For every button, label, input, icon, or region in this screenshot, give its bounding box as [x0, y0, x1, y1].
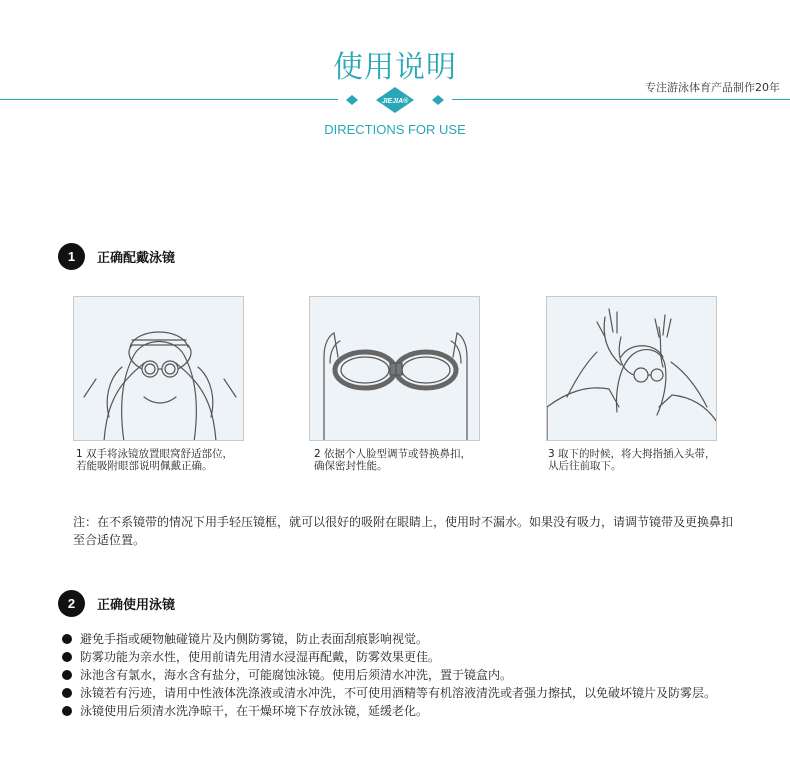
section-number-badge: 1 [58, 243, 85, 270]
illustration-goggles-front [309, 296, 480, 441]
list-item: 避免手指或硬物触碰镜片及内侧防雾镜，防止表面刮痕影响视觉。 [62, 630, 752, 648]
section-title: 正确使用泳镜 [97, 598, 176, 613]
brand-logo [338, 86, 452, 114]
wear-note: 注：在不系镜带的情况下用手轻压镜框，就可以很好的吸附在眼睛上，使用时不漏水。如果没有吸力，请调节镜带及更换鼻扣至合适位置。 [73, 515, 734, 547]
brand-slogan: 专注游泳体育产品制作20年 [645, 81, 780, 94]
bullet-icon [62, 670, 72, 680]
list-item: 泳池含有氯水，海水含有盐分，可能腐蚀泳镜。使用后须清水冲洗，置于镜盒内。 [62, 666, 752, 684]
usage-list [62, 630, 752, 720]
bullet-icon [62, 652, 72, 662]
illustration-remove-goggles [546, 296, 717, 441]
list-item: 泳镜使用后须清水洗净晾干，在干燥环境下存放泳镜，延缓老化。 [62, 702, 752, 720]
list-item: 泳镜若有污迹，请用中性液体洗涤液或清水冲洗，不可使用酒精等有机溶液清洗或者强力擦拭，以免破坏镜片及防雾层。 [62, 684, 752, 702]
illustration-put-on-goggles [73, 296, 244, 441]
logo-text: JIEJIA® [381, 98, 409, 105]
step-caption-1: 1 双手将泳镜放置眼窝舒适部位， 若能吸附眼部说明佩戴正确。 [76, 448, 234, 472]
bullet-icon [62, 688, 72, 698]
page-title: 使用说明 [333, 50, 457, 85]
section-heading-wear [58, 243, 175, 270]
step-caption-3: 3 取下的时候，将大拇指插入头带， 从后往前取下。 [548, 448, 716, 472]
section-heading-usage [58, 590, 175, 617]
step-caption-2: 2 依据个人脸型调节或替换鼻扣， 确保密封性能。 [314, 448, 472, 472]
page-subtitle: DIRECTIONS FOR USE [324, 122, 466, 137]
bullet-icon [62, 634, 72, 644]
list-item: 防雾功能为亲水性，使用前请先用清水浸湿再配戴，防雾效果更佳。 [62, 648, 752, 666]
section-number-badge: 2 [58, 590, 85, 617]
section-title: 正确配戴泳镜 [97, 251, 176, 266]
bullet-icon [62, 706, 72, 716]
